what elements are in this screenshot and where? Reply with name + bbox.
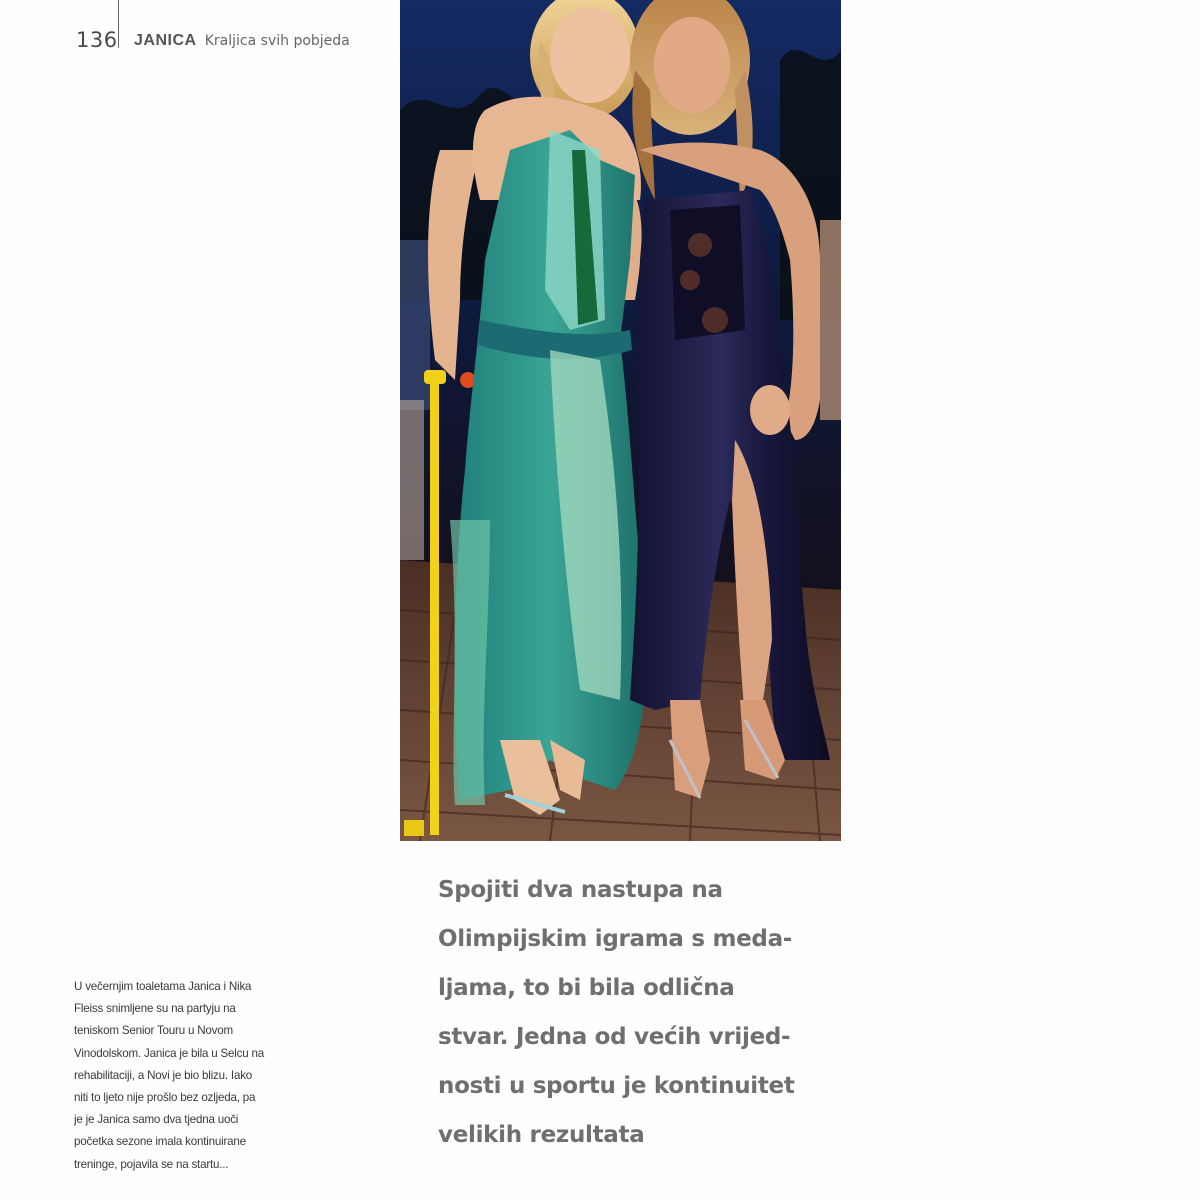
caption-line: teniskom Senior Touru u Novom — [74, 1024, 233, 1038]
photo-caption — [74, 976, 279, 1176]
pull-quote-line: Olimpijskim igrama s meda- — [438, 926, 793, 952]
caption-line: Fleiss snimljene su na partyju na — [74, 1002, 236, 1016]
caption-line: Vinodolskom. Janica je bila u Selcu na — [74, 1046, 265, 1060]
pull-quote-line: velikih rezultata — [438, 1122, 645, 1148]
caption-line: treninge, pojavila se na startu... — [74, 1157, 229, 1171]
pull-quote-line: stvar. Jedna od većih vrijed- — [438, 1024, 791, 1050]
book-title: JANICA — [134, 32, 197, 49]
pull-quote-line: Spojiti dva nastupa na — [438, 877, 723, 903]
book-subtitle: Kraljica svih pobjeda — [204, 33, 350, 49]
caption-line: početka sezone imala kontinuirane — [74, 1135, 246, 1149]
caption-line: je je Janica samo dva tjedna uoči — [74, 1113, 239, 1127]
running-title — [134, 32, 350, 50]
header-divider — [118, 0, 119, 48]
pull-quote — [438, 866, 818, 1160]
page-header — [76, 24, 118, 56]
pull-quote-line: ljama, to bi bila odlična — [438, 975, 735, 1001]
photo-two-women-evening-gowns — [400, 0, 841, 841]
page-number: 136 — [76, 28, 118, 52]
caption-line: niti to ljeto nije prošlo bez ozljeda, pa — [74, 1091, 256, 1105]
caption-line: rehabilitaciji, a Novi je bio blizu. Iako — [74, 1068, 253, 1082]
pull-quote-line: nosti u sportu je kontinuitet — [438, 1073, 795, 1099]
caption-line: U večernjim toaletama Janica i Nika — [74, 980, 252, 993]
